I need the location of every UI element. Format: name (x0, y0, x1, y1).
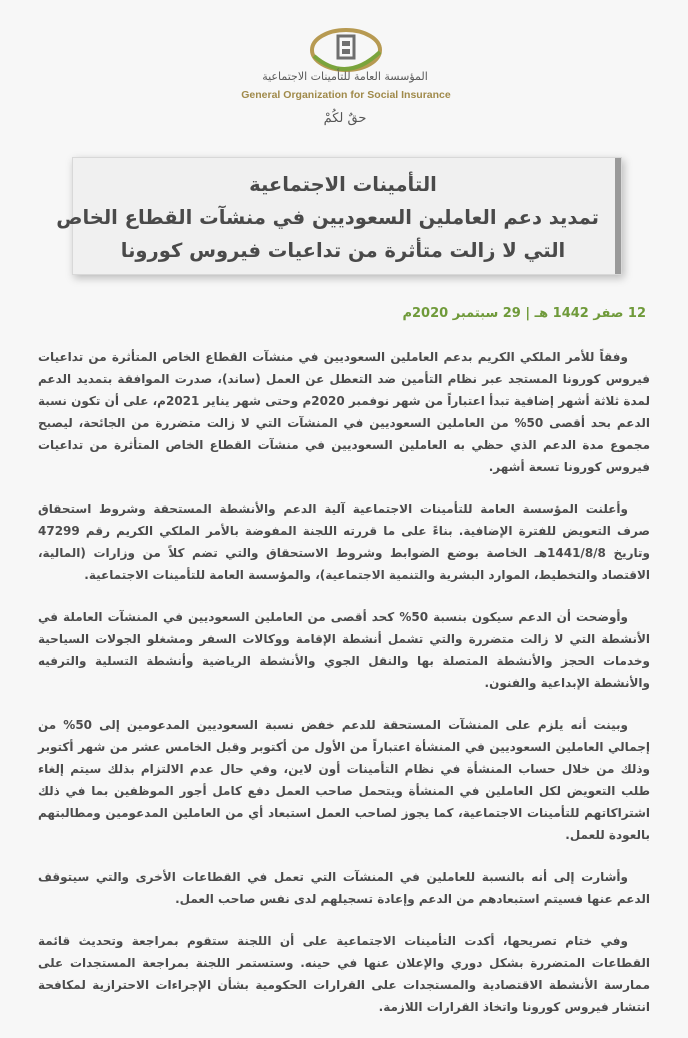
paragraph: وأوضحت أن الدعم سيكون بنسبة 50% كحد أقصى من العاملين السعوديين في المنشآت العاملة في الأنشطة التي لا زالت متضررة والتي تشمل أنشطة الإقامة ووكالات السفر ومشغلو الجولات السياحية وخدمات الحجز والأنشطة المتصلة بها والنقل الجوي والأنشطة الرياضية وأنشطة التسلية والترفيه والأنشطة الإبداعية والفنون. (38, 610, 650, 690)
title-line-1: التأمينات الاجتماعية (249, 173, 437, 196)
publication-date: 12 صفر 1442 هـ | 29 سبتمبر 2020م (402, 306, 646, 321)
paragraph: وفي ختام تصريحها، أكدت التأمينات الاجتماعية على أن اللجنة ستقوم بمراجعة وتحديث قائمة القطاعات المتضررة بشكل دوري والإعلان عنها في حينه. وستستمر اللجنة بمراجعة المستجدات على ممارسة الأنشطة الاقتصادية والمستجدات على القرارات الحكومية بشأن الإجراءات الاحترازية لمكافحة انتشار فيروس كورونا واتخاذ القرارات اللازمة. (38, 934, 650, 1014)
title-accent-bar (615, 158, 621, 274)
letterhead (0, 0, 688, 140)
paragraph: وبينت أنه يلزم على المنشآت المستحقة للدعم خفض نسبة السعوديين المدعومين إلى 50% من إجمالي العاملين السعوديين في المنشأة اعتباراً من الأول من أكتوبر وقبل الخامس عشر من شهر أكتوبر وذلك من خلال حساب المنشأة في نظام التأمينات أون لاين، وفي حال عدم الالتزام بذلك سيتم إلغاء طلب التعويض لكل العاملين في المنشأة ويتحمل صاحب العمل دفع كامل أجور الموظفين بما في ذلك اشتراكاتهم للتأمينات الاجتماعية، كما يجوز لصاحب العمل استبعاد أي من العاملين المدعومين ومطالبتهم بالعودة للعمل. (38, 718, 650, 842)
paragraph: وأعلنت المؤسسة العامة للتأمينات الاجتماعية آلية الدعم والأنشطة المستحقة وشروط استحقاق صرف التعويض للفترة الإضافية. بناءً على ما قررته اللجنة المفوضة بالأمر الملكي الكريم رقم 47299 وتاريخ 1441/8/8هـ الخاصة بوضع الضوابط وشروط الاستحقاق والتي تضم كلاً من وزارات (المالية، الاقتصاد والتخطيط، الموارد البشرية والتنمية الاجتماعية)، والمؤسسة العامة للتأمينات الاجتماعية. (38, 502, 650, 582)
title-box (56, 157, 622, 275)
article-body (38, 346, 650, 1038)
title-line-3: التي لا زالت متأثرة من تداعيات فيروس كورونا (120, 239, 566, 262)
org-name-english: General Organization for Social Insurance (241, 89, 451, 101)
title-line-2: تمديد دعم العاملين السعوديين في منشآت القطاع الخاص (56, 206, 599, 229)
org-name-arabic: المؤسسة العامة للتأمينات الاجتماعية (262, 70, 428, 83)
slogan: حقٌ لكُمْ (323, 111, 367, 126)
paragraph: وأشارت إلى أنه بالنسبة للعاملين في المنشآت التي تعمل في القطاعات الأخرى والتي سيتوقف الدعم عنها فسيتم استبعادهم من الدعم وإعادة تسجيلهم لدى نفس صاحب العمل. (38, 870, 650, 906)
paragraph: وفقاً للأمر الملكي الكريم بدعم العاملين السعوديين في منشآت القطاع الخاص المتأثرة من تداعيات فيروس كورونا المستجد عبر نظام التأمين ضد التعطل عن العمل (ساند)، صدرت الموافقة بتمديد الدعم لمدة ثلاثة أشهر إضافية تبدأ اعتباراً من شهر نوفمبر 2020م وحتى شهر يناير 2021م، على أن تكون نسبة الدعم بحد أقصى 50% من العاملين السعوديين في المنشآت التي لا زالت متضررة من الجائحة، ليصبح مجموع مدة الدعم الذي حظي به العاملين السعوديين في منشآت القطاع الخاص المتأثرة من تداعيات فيروس كورونا تسعة أشهر. (38, 350, 650, 474)
